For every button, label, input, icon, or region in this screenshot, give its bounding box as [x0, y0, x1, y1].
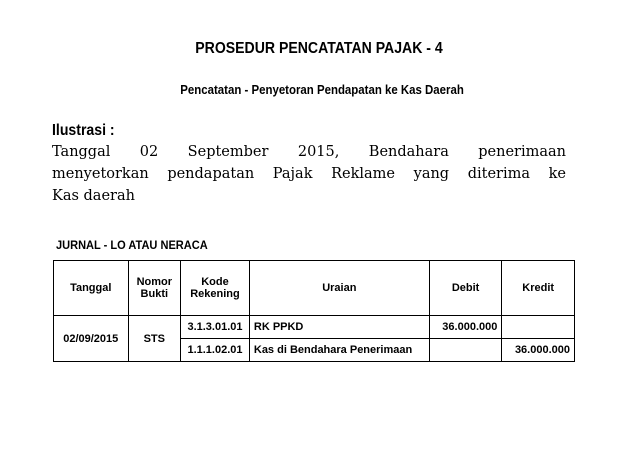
page-subtitle: Pencatatan - Penyetoran Pendapatan ke Kas Daerah [180, 82, 464, 97]
cell-uraian: RK PPKD [249, 316, 429, 339]
illustration-line: Tanggal 02 September 2015, Bendahara penerimaan [52, 144, 566, 160]
cell-kredit: 36.000.000 [502, 339, 575, 362]
header-tanggal: Tanggal [54, 261, 129, 316]
cell-kredit [502, 316, 575, 339]
illustration-line: Kas daerah [52, 188, 135, 204]
cell-uraian: Kas di Bendahara Penerimaan [249, 339, 429, 362]
journal-table [53, 260, 575, 362]
header-kode-line2: Rekening [190, 288, 240, 300]
header-uraian: Uraian [249, 261, 429, 316]
illustration-line: menyetorkan pendapatan Pajak Reklame yang diterima ke [52, 166, 566, 182]
header-nomor-bukti-line1: Nomor [136, 276, 173, 288]
header-kode-rekening [181, 261, 250, 316]
header-nomor-bukti [128, 261, 181, 316]
header-kode-line1: Kode [201, 276, 229, 288]
header-debit: Debit [429, 261, 502, 316]
illustration-heading: Ilustrasi : [52, 122, 115, 139]
page-title: PROSEDUR PENCATATAN PAJAK - 4 [195, 40, 443, 57]
cell-nomor-bukti: STS [128, 316, 181, 362]
cell-kode: 3.1.3.01.01 [181, 316, 250, 339]
cell-tanggal: 02/09/2015 [54, 316, 129, 362]
table-row [54, 316, 575, 339]
header-kredit: Kredit [502, 261, 575, 316]
journal-heading: JURNAL - LO ATAU NERACA [56, 238, 208, 252]
table-header-row [54, 261, 575, 316]
cell-kode: 1.1.1.02.01 [181, 339, 250, 362]
illustration-text [52, 141, 566, 207]
cell-debit [429, 339, 502, 362]
header-nomor-bukti-line2: Bukti [140, 288, 169, 300]
cell-debit: 36.000.000 [429, 316, 502, 339]
